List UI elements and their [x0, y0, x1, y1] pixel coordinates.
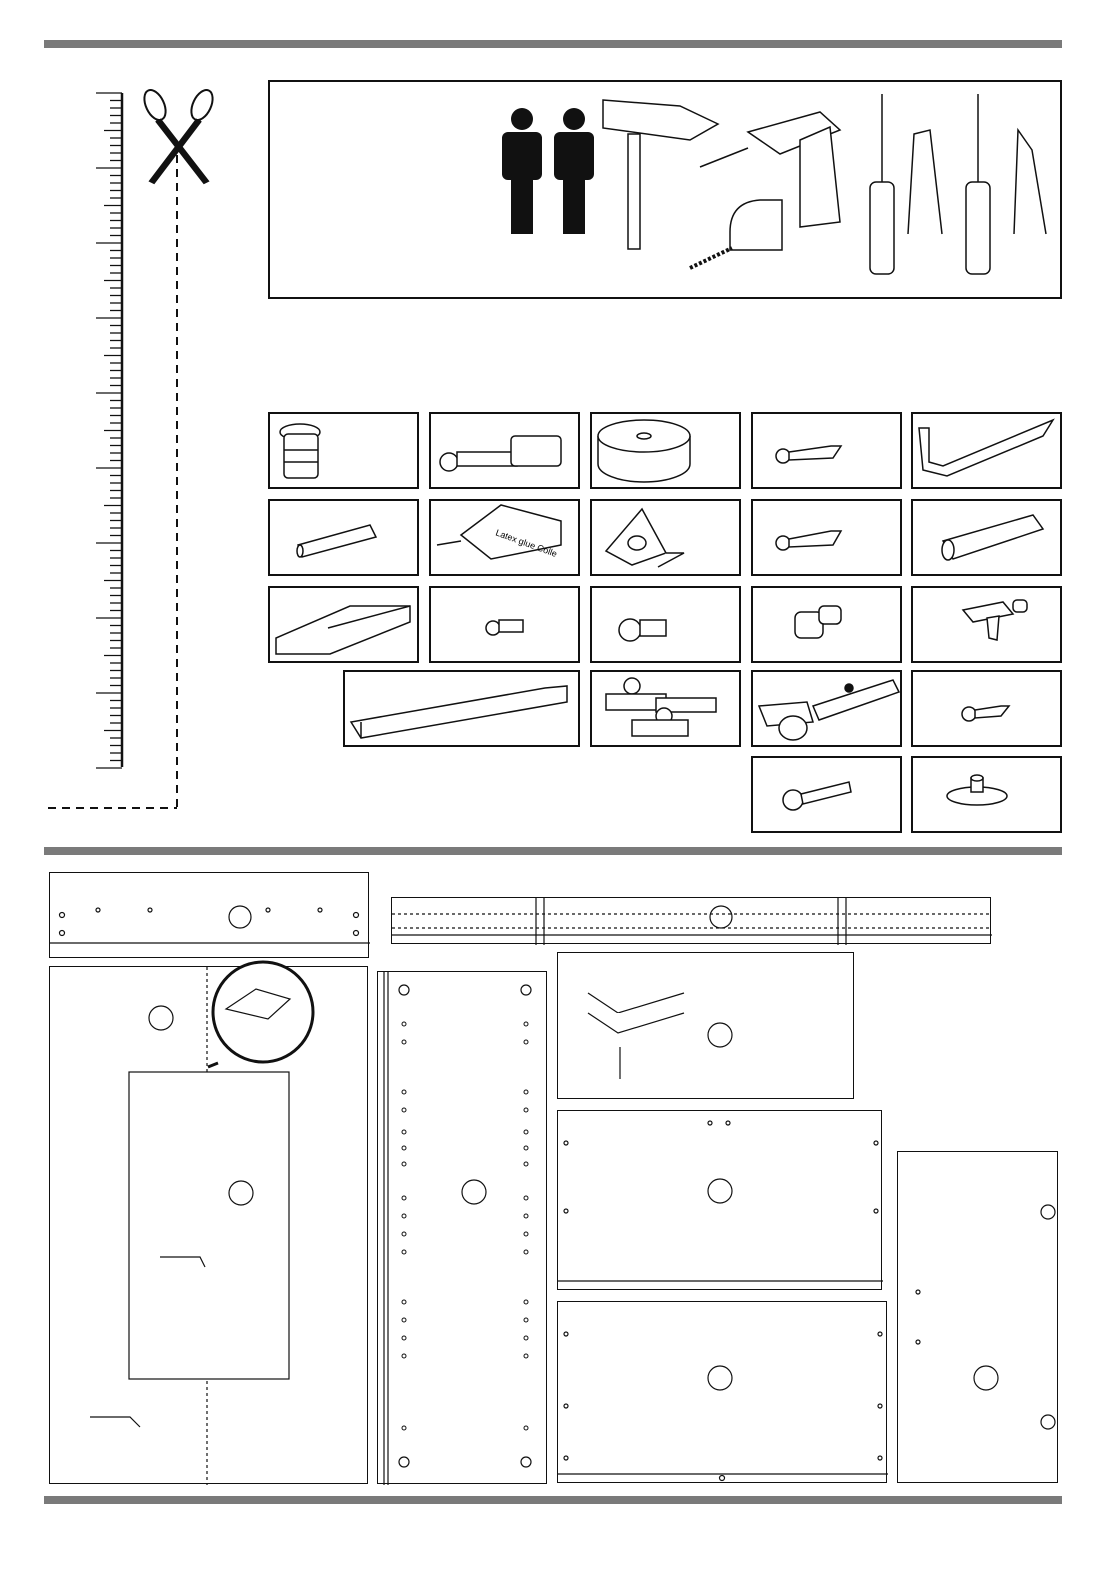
hardware-cell: [911, 586, 1062, 663]
hardware-cell: [751, 670, 902, 747]
hardware-cell: [429, 412, 580, 489]
wood-dowel-icon: [270, 501, 421, 578]
shelf-hole: [524, 1162, 528, 1166]
hinge-plate-icon: [592, 672, 743, 749]
l-hook-screw-icon: [913, 414, 1064, 491]
countersunk-screw-icon: [753, 414, 904, 491]
panel-door: [897, 1151, 1058, 1483]
shelf-hole: [524, 1146, 528, 1150]
shelf-support-icon: [913, 588, 1064, 665]
shelf-hole: [524, 1426, 528, 1430]
shelf-hole: [524, 1196, 528, 1200]
shelf-hole: [402, 1162, 406, 1166]
shelf-hole: [524, 1232, 528, 1236]
hardware-cell: [590, 499, 741, 576]
shelf-hole: [524, 1318, 528, 1322]
countersunk-screw-small-icon: [753, 501, 904, 578]
hardware-cell: [429, 586, 580, 663]
hardware-cell: [590, 670, 741, 747]
short-screw-icon: [431, 588, 582, 665]
panel-rail: [391, 897, 991, 944]
scissors-icon: [140, 87, 217, 183]
shelf-hole: [402, 1214, 406, 1218]
panel-side-center: [377, 971, 547, 1484]
hardware-cell: [343, 670, 580, 747]
cam-dowel-bolt-icon: [431, 414, 582, 491]
shelf-hole: [524, 1108, 528, 1112]
shelf-hole: [402, 1108, 406, 1112]
glue-tube-icon: [431, 501, 582, 578]
long-screw-icon: [753, 758, 904, 835]
shelf-hole: [402, 1040, 406, 1044]
hardware-cell: [911, 499, 1062, 576]
shelf-hole: [524, 1130, 528, 1134]
bottom-divider: [44, 1496, 1062, 1504]
shelf-hole: [402, 1022, 406, 1026]
panel-side-left: [49, 966, 368, 1484]
glue-label: Latex glue Colle: [494, 527, 559, 559]
hardware-cell: [751, 412, 902, 489]
hardware-cell: [268, 586, 419, 663]
shelf-hole: [402, 1090, 406, 1094]
shelf-hole: [524, 1040, 528, 1044]
small-screw-icon: [913, 672, 1064, 749]
hardware-cell: [911, 412, 1062, 489]
shelf-hole: [524, 1354, 528, 1358]
shelf-hole: [524, 1214, 528, 1218]
furniture-glide-icon: [913, 758, 1064, 835]
hardware-cell: [429, 499, 580, 576]
hardware-cell: [751, 756, 902, 833]
shelf-hole: [402, 1232, 406, 1236]
tape-measure-icon: [690, 200, 782, 268]
handle-profile-icon: [345, 672, 582, 749]
cam-lock-fitting-icon: [270, 414, 421, 491]
panel-back-upper: [557, 1110, 882, 1290]
shelf-hole: [402, 1426, 406, 1430]
shelf-hole: [402, 1130, 406, 1134]
cabinet-hinge-icon: [753, 672, 904, 749]
hardware-cell: [268, 412, 419, 489]
hammer-icon: [603, 100, 718, 249]
hardware-cell: [268, 499, 419, 576]
shelf-hole: [402, 1250, 406, 1254]
pan-head-screw-icon: [592, 588, 743, 665]
hardware-cell: [590, 586, 741, 663]
hardware-cell: [911, 670, 1062, 747]
shelf-hole: [524, 1250, 528, 1254]
shelf-hole: [524, 1336, 528, 1340]
two-person-icon: [502, 108, 594, 234]
ruler-cut-guide: [40, 85, 270, 865]
panel-top: [49, 872, 369, 958]
shelf-hole: [402, 1300, 406, 1304]
shelf-hole: [402, 1196, 406, 1200]
shelf-hole: [524, 1022, 528, 1026]
shelf-hole: [402, 1336, 406, 1340]
hardware-cell: [751, 499, 902, 576]
middle-divider: [44, 847, 1062, 855]
hardware-cell: [911, 756, 1062, 833]
panel-back-lower: [557, 1301, 887, 1483]
shelf-hole: [402, 1354, 406, 1358]
round-spacer-icon: [592, 414, 743, 491]
hardware-cell: [590, 412, 741, 489]
hardware-cell: [751, 586, 902, 663]
shelf-hole: [402, 1146, 406, 1150]
corner-block-icon: [592, 501, 743, 578]
top-divider: [44, 40, 1062, 48]
panel-drawer-bottom: [557, 952, 854, 1099]
shelf-pin-icon: [753, 588, 904, 665]
wall-plug-icon: [913, 501, 1064, 578]
drawer-runner-icon: [270, 588, 421, 665]
tools-panel: [268, 80, 1062, 299]
shelf-hole: [524, 1300, 528, 1304]
shelf-hole: [524, 1090, 528, 1094]
shelf-hole: [402, 1318, 406, 1322]
